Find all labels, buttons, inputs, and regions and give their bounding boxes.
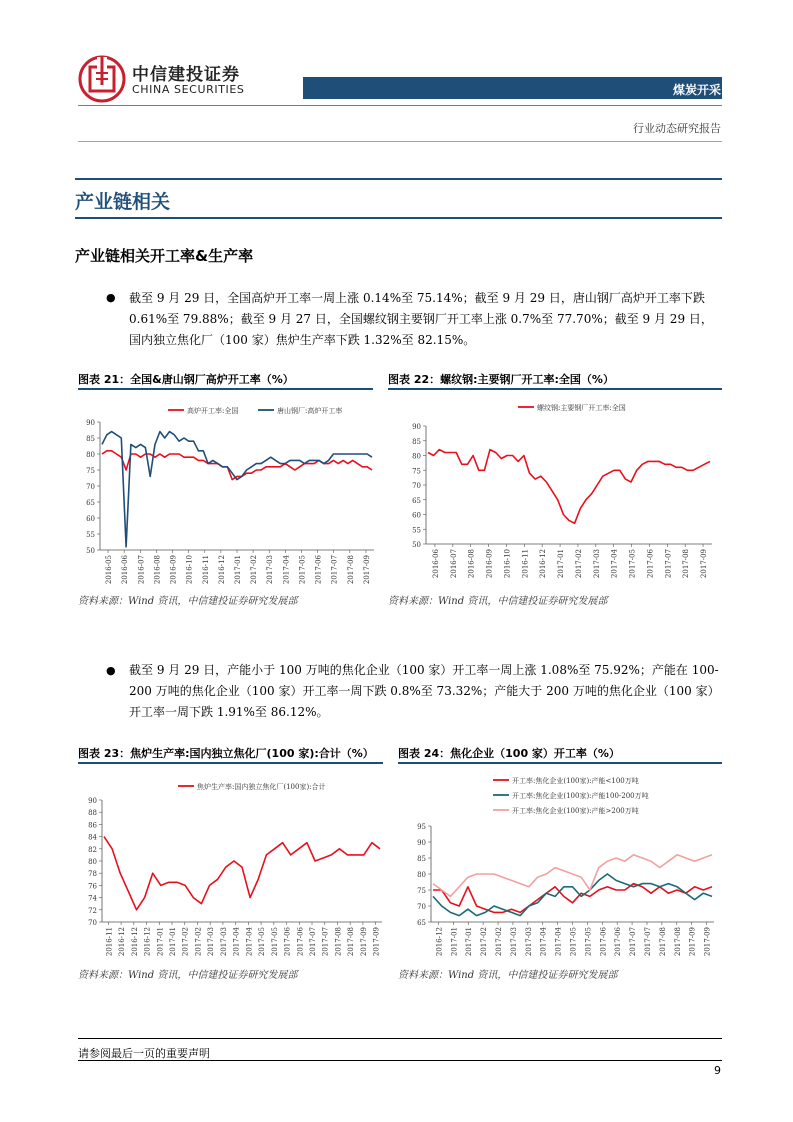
series-line <box>102 451 372 480</box>
y-tick-label: 80 <box>417 871 426 879</box>
x-tick-label: 2017-01 <box>234 555 242 585</box>
legend-label: 开工率:焦化企业(100家):产能>200万吨 <box>512 807 639 815</box>
y-tick-label: 85 <box>86 435 95 443</box>
x-tick-label: 2017-02 <box>495 927 504 957</box>
x-tick-label: 2016-09 <box>485 549 494 579</box>
legend-label: 螺纹钢:主要钢厂开工率:全国 <box>537 404 626 412</box>
x-tick-label: 2017-03 <box>266 555 275 585</box>
x-tick-label: 2017-01 <box>156 927 165 957</box>
x-tick-label: 2017-08 <box>682 549 691 579</box>
legend-label: 开工率:焦化企业(100家):产能100-200万吨 <box>512 792 649 800</box>
x-tick-label: 2017-03 <box>219 927 228 957</box>
section-rule-bottom <box>75 217 722 219</box>
y-tick-label: 90 <box>88 797 97 805</box>
y-tick-label: 82 <box>88 845 97 854</box>
y-tick-label: 70 <box>417 903 426 911</box>
x-tick-label: 2016-11 <box>521 549 530 579</box>
x-tick-label: 2017-08 <box>347 927 356 957</box>
x-tick-label: 2017-04 <box>539 927 548 957</box>
x-tick-label: 2016-08 <box>153 555 162 585</box>
x-tick-label: 2017-09 <box>688 927 697 957</box>
footer-rule <box>78 1038 722 1039</box>
header-bar <box>303 77 722 99</box>
brand-name-en: CHINA SECURITIES <box>132 83 245 96</box>
x-tick-label: 2016-07 <box>449 549 458 579</box>
y-tick-label: 80 <box>86 451 95 459</box>
figure-24-title: 图表 24：焦化企业（100 家）开工率（%） <box>398 747 620 760</box>
x-tick-label: 2016-11 <box>201 555 210 585</box>
x-tick-label: 2017-01 <box>465 927 474 957</box>
bullet-icon: ● <box>106 291 116 304</box>
y-tick-label: 95 <box>417 823 426 831</box>
legend-label: 开工率:焦化企业(100家):产能<100万吨 <box>512 777 639 785</box>
y-tick-label: 55 <box>412 526 421 535</box>
x-tick-label: 2017-01 <box>450 927 459 957</box>
x-tick-label: 2017-03 <box>592 549 601 579</box>
x-tick-label: 2017-08 <box>673 927 682 957</box>
y-tick-label: 90 <box>417 839 426 847</box>
y-tick-label: 85 <box>412 437 421 446</box>
x-tick-label: 2017-01 <box>169 927 177 957</box>
figure-21-rule <box>78 388 373 390</box>
y-tick-label: 84 <box>88 833 97 842</box>
citic-logo-icon <box>78 55 126 103</box>
sector-label: 煤炭开采 <box>672 83 721 97</box>
series-line <box>104 837 380 910</box>
x-tick-label: 2017-07 <box>664 549 673 579</box>
x-tick-label: 2017-04 <box>610 549 619 579</box>
series-line <box>433 874 712 916</box>
x-tick-label: 2017-08 <box>346 555 355 585</box>
legend-label: 焦炉生产率:国内独立焦化厂(100家):合计 <box>197 783 326 791</box>
x-tick-label: 2017-05 <box>584 927 593 957</box>
figure-22-rule <box>388 388 722 390</box>
legend-label: 唐山钢厂:高炉开工率 <box>277 407 343 415</box>
x-tick-label: 2017-05 <box>628 549 637 579</box>
y-tick-label: 72 <box>88 906 97 915</box>
x-tick-label: 2017-09 <box>700 549 709 579</box>
header-rule <box>78 105 722 106</box>
subsection-title: 产业链相关开工率&生产率 <box>75 247 254 265</box>
x-tick-label: 2017-05 <box>298 555 307 585</box>
x-tick-label: 2016-11 <box>105 927 114 957</box>
y-tick-label: 60 <box>86 515 95 523</box>
x-tick-label: 2016-12 <box>143 927 152 957</box>
y-tick-label: 74 <box>88 894 97 903</box>
source-note-24: 资料来源：Wind 资讯，中信建投证券研究发展部 <box>398 970 618 981</box>
bullet-icon: ● <box>106 664 116 677</box>
x-tick-label: 2017-02 <box>480 927 489 957</box>
y-tick-label: 60 <box>412 511 421 520</box>
y-tick-label: 80 <box>88 858 97 866</box>
source-note-21: 资料来源：Wind 资讯，中信建投证券研究发展部 <box>78 596 298 607</box>
x-tick-label: 2016-10 <box>503 549 512 579</box>
y-tick-label: 78 <box>88 870 97 879</box>
x-tick-label: 2016-05 <box>105 555 114 585</box>
x-tick-label: 2016-10 <box>185 555 194 585</box>
x-tick-label: 2017-06 <box>646 549 655 579</box>
chart-coke-oven-productivity <box>78 766 388 961</box>
y-tick-label: 86 <box>88 821 97 830</box>
figure-22-title: 图表 22：螺纹钢:主要钢厂开工率:全国（%） <box>388 373 614 386</box>
y-tick-label: 50 <box>86 547 95 555</box>
x-tick-label: 2017-04 <box>554 927 563 957</box>
chart-coking-enterprise-utilization <box>398 766 722 961</box>
figure-24-rule <box>398 762 722 764</box>
y-tick-label: 75 <box>86 467 95 475</box>
x-tick-label: 2016-12 <box>118 927 127 957</box>
x-tick-label: 2017-08 <box>658 927 667 957</box>
section-rule <box>75 178 722 180</box>
x-tick-label: 2017-06 <box>599 927 608 957</box>
x-tick-label: 2016-12 <box>217 555 226 585</box>
x-tick-label: 2017-09 <box>372 927 381 957</box>
x-tick-label: 2017-07 <box>309 927 317 957</box>
y-tick-label: 80 <box>412 452 421 461</box>
x-tick-label: 2017-05 <box>569 927 578 957</box>
y-tick-label: 65 <box>412 496 421 505</box>
x-tick-label: 2017-05 <box>258 927 267 957</box>
y-tick-label: 55 <box>86 531 95 539</box>
x-tick-label: 2017-01 <box>557 549 566 579</box>
y-tick-label: 85 <box>417 855 426 863</box>
report-type: 行业动态研究报告 <box>633 122 721 135</box>
x-tick-label: 2016-12 <box>539 549 548 579</box>
x-tick-label: 2017-09 <box>359 927 368 957</box>
x-tick-label: 2016-06 <box>121 555 130 585</box>
x-tick-label: 2017-07 <box>643 927 652 957</box>
x-tick-label: 2017-04 <box>282 555 291 585</box>
y-tick-label: 65 <box>417 919 426 927</box>
x-tick-label: 2017-02 <box>181 927 190 957</box>
x-tick-label: 2017-03 <box>524 927 533 957</box>
x-tick-label: 2017-08 <box>334 927 343 957</box>
x-tick-label: 2017-02 <box>250 555 259 585</box>
y-tick-label: 50 <box>412 541 421 549</box>
x-tick-label: 2017-02 <box>574 549 583 579</box>
y-tick-label: 75 <box>412 467 421 476</box>
series-line <box>433 855 712 897</box>
footer-disclaimer: 请参阅最后一页的重要声明 <box>78 1047 210 1060</box>
source-note-22: 资料来源：Wind 资讯，中信建投证券研究发展部 <box>388 596 608 607</box>
x-tick-label: 2017-04 <box>232 927 241 957</box>
legend-label: 高炉开工率:全国 <box>187 407 239 415</box>
x-tick-label: 2017-05 <box>270 927 279 957</box>
x-tick-label: 2017-06 <box>283 927 292 957</box>
x-tick-label: 2017-07 <box>629 927 638 957</box>
x-tick-label: 2016-12 <box>435 927 444 957</box>
figure-21-title: 图表 21：全国&唐山钢厂高炉开工率（%） <box>78 373 294 386</box>
x-tick-label: 2016-09 <box>169 555 178 585</box>
y-tick-label: 88 <box>88 809 97 818</box>
y-tick-label: 65 <box>86 499 95 507</box>
y-tick-label: 70 <box>86 483 95 491</box>
y-tick-label: 70 <box>88 919 97 927</box>
x-tick-label: 2017-07 <box>330 555 339 585</box>
figure-23-rule <box>78 762 383 764</box>
x-tick-label: 2017-07 <box>321 927 330 957</box>
x-tick-label: 2017-06 <box>314 555 323 585</box>
x-tick-label: 2016-08 <box>467 549 476 579</box>
brand-name-cn: 中信建投证券 <box>132 65 240 85</box>
section-title: 产业链相关 <box>75 191 171 213</box>
y-tick-label: 76 <box>88 882 97 891</box>
y-tick-label: 90 <box>86 419 95 427</box>
y-tick-label: 90 <box>412 423 421 431</box>
header-rule-2 <box>78 141 722 142</box>
chart-blast-furnace <box>78 392 378 587</box>
series-line <box>428 450 710 524</box>
brand-logo <box>78 55 126 103</box>
x-tick-label: 2017-04 <box>245 927 254 957</box>
x-tick-label: 2017-06 <box>614 927 623 957</box>
x-tick-label: 2017-06 <box>296 927 305 957</box>
page-number: 9 <box>714 1064 721 1077</box>
chart-rebar-mills <box>388 392 722 587</box>
paragraph-2: 截至 9 月 29 日，产能小于 100 万吨的焦化企业（100 家）开工率一周上涨 1.08%至 75.92%；产能在 100-200 万吨的焦化企业（100 家）开工率一周下跌 0.8%至 73.32%；产能大于 200 万吨的焦化企业（100 家）开工率一周下跌 1.91%至 86.12%。 <box>129 663 720 719</box>
x-tick-label: 2017-02 <box>194 927 203 957</box>
y-tick-label: 75 <box>417 887 426 895</box>
x-tick-label: 2017-09 <box>362 555 371 585</box>
paragraph-1: 截至 9 月 29 日，全国高炉开工率一周上涨 0.14%至 75.14%；截至 9 月 29 日，唐山钢厂高炉开工率下跌 0.61%至 79.88%；截至 9 月 27 日，全国螺纹钢主要钢厂开工率上涨 0.7%至 77.70%；截至 9 月 29 日，国内独立焦化厂（100 家）焦炉生产率下跌 1.32%至 82.15%。 <box>129 291 713 347</box>
x-tick-label: 2017-03 <box>509 927 518 957</box>
x-tick-label: 2017-03 <box>207 927 216 957</box>
x-tick-label: 2017-09 <box>703 927 712 957</box>
x-tick-label: 2016-07 <box>137 555 146 585</box>
x-tick-label: 2016-12 <box>130 927 139 957</box>
series-line <box>102 432 372 547</box>
figure-23-title: 图表 23：焦炉生产率:国内独立焦化厂(100 家):合计（%） <box>78 747 374 760</box>
x-tick-label: 2016-06 <box>431 549 440 579</box>
source-note-23: 资料来源：Wind 资讯，中信建投证券研究发展部 <box>78 970 298 981</box>
y-tick-label: 70 <box>412 482 421 490</box>
footer-rule-2 <box>78 1060 722 1061</box>
